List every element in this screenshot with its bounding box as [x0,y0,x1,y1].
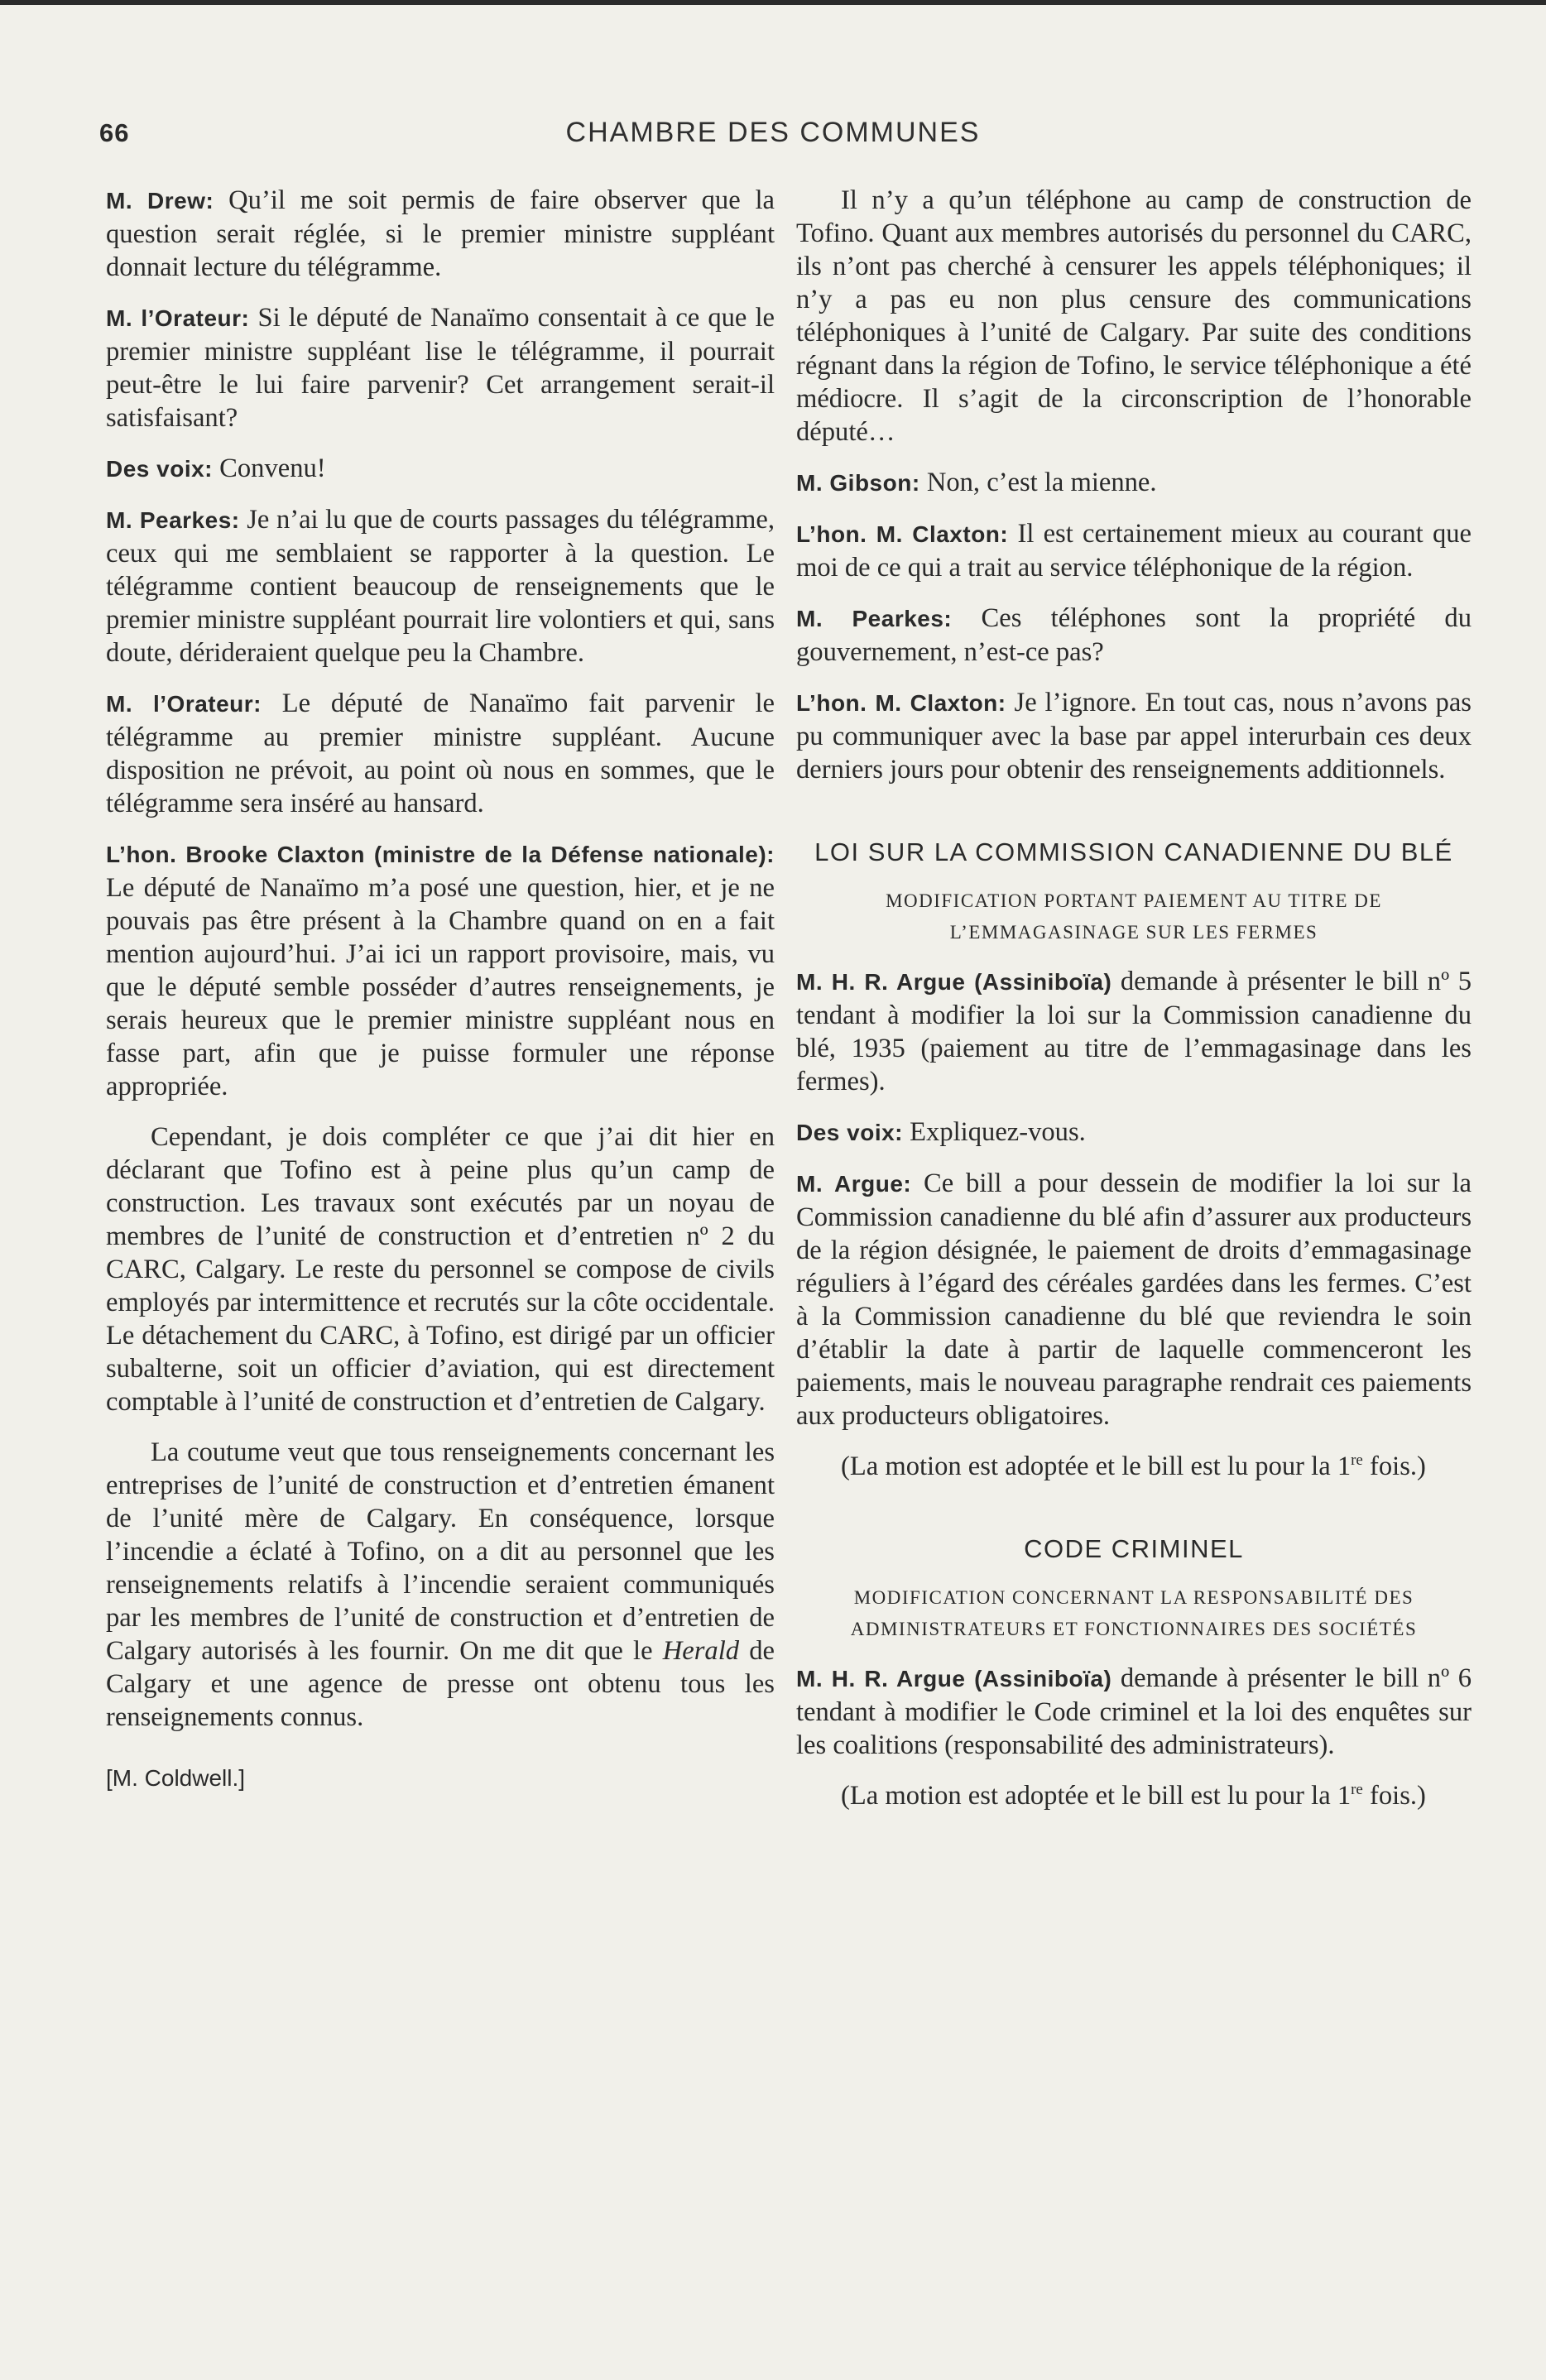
speaker: Des voix: [796,1120,903,1145]
speaker: M. H. R. Argue (Assiniboïa) [796,969,1112,995]
paragraph-text: Je l’ignore. En tout cas, nous n’avons pas pu communiquer avec la base par appel interurbain ces deux derniers jours pour obtenir des renseignements additionnels. [796,688,1472,785]
paragraph-text: La coutume veut que tous renseignements concernant les entreprises de l’unité de construction et d’entretien émanent de l’unité mère de Calgary. En conséquence, lorsque l’incendie a éclaté à Tofino, on a dit au personnel que les renseignements relatifs à l’incendie seraient communiqués par les membres de l’unité de construction et d’entretien de Calgary autorisés à les fournir. On me dit que le [106,1437,775,1666]
speaker: M. Argue: [796,1171,912,1197]
motion-text: (La motion est adoptée et le bill est lu pour la 1 [841,1781,1352,1811]
paragraph [106,301,775,434]
paragraph [796,965,1472,1098]
section-heading-wheat-board: LOI SUR LA COMMISSION CANADIENNE DU BLÉ [814,837,1453,866]
paragraph-text: Je n’ai lu que de courts passages du télégramme, ceux qui me semblaient se rapporter à la question. Le télégramme contient beaucoup de renseignements que le premier ministre suppléant pourrait lire volontiers et qui, sans doute, dérideraient quelque peu la Chambre. [106,505,775,668]
paragraph [106,1436,775,1734]
paragraph [796,1167,1472,1432]
paragraph [796,517,1472,584]
speaker: L’hon. M. Claxton: [796,521,1009,547]
paragraph [796,466,1472,500]
paragraph-text: Ce bill a pour dessein de modifier la loi sur la Commission canadienne du blé afin d’assurer aux producteurs de la région désignée, le paiement de droits d’emmagasinage réguliers à l’égard des céréales gardées dans les fermes. C’est à la Commission canadienne du blé que reviendra le soin d’établir la date à partir de laquelle commenceront les paiements, mais le nouveau paragraphe rendrait ces paiements aux producteurs obligatoires. [796,1168,1472,1431]
speaker: M. H. R. Argue (Assiniboïa) [796,1666,1112,1691]
speaker: M. Pearkes: [796,606,953,631]
speaker: L’hon. M. Claxton: [796,690,1006,716]
page-top-border [0,0,1546,5]
section-heading-criminal-code: CODE CRIMINEL [1024,1534,1244,1563]
paragraph [106,687,775,820]
motion-text: fois.) [1362,1781,1426,1811]
motion-adopted [796,1450,1472,1483]
paragraph [796,1116,1472,1149]
paragraph-text: Il n’y a qu’un téléphone au camp de construction de Tofino. Quant aux membres autorisés du personnel du CARC, ils n’ont pas cherché à censurer les appels téléphoniques; il n’y a pas eu non plus censure des communications téléphoniques à l’unité de Calgary. Par suite des conditions régnant dans la région de Tofino, le service téléphonique a été médiocre. Il s’agit de la circonscription de l’honorable député… [796,185,1472,447]
paragraph [106,452,775,486]
paragraph-text: de Calgary et une agence de presse ont obtenu tous les renseignements connus. [106,1636,775,1732]
paragraph [106,184,775,284]
paragraph-text: Le député de Nanaïmo m’a posé une question, hier, et je ne pouvais pas être présent à la Chambre quand on en a fait mention aujourd’hui. J’ai ici un rapport provisoire, mais, vu que le député semble posséder d’autres renseignements, je serais heureux que le premier ministre suppléant nous en fasse part, afin que je puisse formuler une réponse appropriée. [106,873,775,1101]
paragraph [796,602,1472,669]
speaker: M. Gibson: [796,470,920,496]
running-head: CHAMBRE DES COMMUNES [565,117,981,148]
section-subheading-criminal-code: MODIFICATION CONCERNANT LA RESPONSABILITÉ DES ADMINISTRATEURS ET FONCTIONNAIRES DES SOCIÉTÉS [850,1587,1418,1639]
right-column [796,184,1472,1830]
paragraph [106,503,775,669]
paragraph-text: demande à présenter le bill nº 6 tendant à modifier le Code criminel et la loi des enquêtes sur les coalitions (responsabilité des administrateurs). [796,1663,1472,1760]
section-subheading-wheat-board: MODIFICATION PORTANT PAIEMENT AU TITRE DE L’EMMAGASINAGE SUR LES FERMES [886,890,1382,943]
paragraph [106,837,775,1103]
newspaper-name: Herald [662,1636,740,1666]
speaker: M. Pearkes: [106,507,240,533]
speaker: L’hon. Brooke Claxton (ministre de la Défense nationale): [106,842,775,867]
speaker: M. Drew: [106,188,214,214]
speaker: M. l’Orateur: [106,691,262,717]
paragraph-text: Si le député de Nanaïmo consentait à ce que le premier ministre suppléant lise le télégramme, il pourrait peut-être le lui faire parvenir? Cet arrangement serait-il satisfaisant? [106,303,775,433]
paragraph-text: demande à présenter le bill nº 5 tendant à modifier la loi sur la Commission canadienne du blé, 1935 (paiement au titre de l’emmagasinage dans les fermes). [796,967,1472,1096]
motion-adopted [796,1779,1472,1812]
motion-superscript: re [1351,1781,1363,1799]
paragraph-text: Expliquez-vous. [910,1117,1086,1147]
motion-superscript: re [1351,1452,1363,1470]
paragraph-text: Non, c’est la mienne. [926,468,1157,497]
speaker: Des voix: [106,456,213,482]
paragraph-text: Ces téléphones sont la propriété du gouvernement, n’est-ce pas? [796,603,1472,667]
paragraph-text: Qu’il me soit permis de faire observer que la question serait réglée, si le premier ministre suppléant donnait lecture du télégramme. [106,185,775,282]
paragraph-text: Convenu! [219,453,326,483]
paragraph [796,184,1472,449]
paragraph-text: Il est certainement mieux au courant que moi de ce qui a trait au service téléphonique de la région. [796,519,1472,583]
paragraph [796,686,1472,786]
speaker-citation: [M. Coldwell.] [106,1765,246,1791]
motion-text: (La motion est adoptée et le bill est lu pour la 1 [841,1452,1352,1481]
speaker: M. l’Orateur: [106,305,250,331]
page-number: 66 [99,118,130,147]
left-column [106,184,775,1795]
motion-text: fois.) [1362,1452,1426,1481]
paragraph [796,1662,1472,1762]
paragraph-text: Le député de Nanaïmo fait parvenir le télégramme au premier ministre suppléant. Aucune disposition ne prévoit, au point où nous en sommes, que le télégramme sera inséré au hansard. [106,689,775,818]
paragraph-text: Cependant, je dois compléter ce que j’ai dit hier en déclarant que Tofino est à peine plus qu’un camp de construction. Les travaux sont exécutés par un noyau de membres de l’unité de construction et d’entretien nº 2 du CARC, Calgary. Le reste du personnel se compose de civils employés par intermittence et recrutés sur la côte occidentale. Le détachement du CARC, à Tofino, est dirigé par un officier subalterne, soit un officier d’aviation, qui est directement comptable à l’unité de construction et d’entretien de Calgary. [106,1122,775,1417]
paragraph [106,1120,775,1418]
